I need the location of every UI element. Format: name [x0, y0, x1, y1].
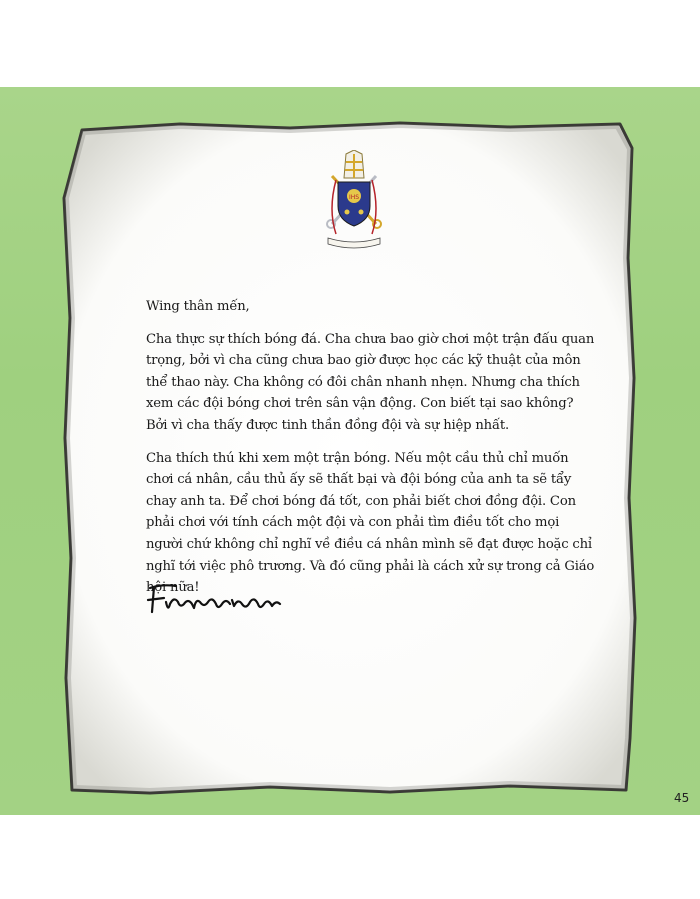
signature: [142, 578, 292, 628]
letter-greeting: Wing thân mến,: [146, 299, 250, 314]
letter-paragraph-1: Cha thực sự thích bóng đá. Cha chưa bao giờ chơi một trận đấu quan trọng, bởi vì cha cũng chưa bao giờ được học các kỹ thuật của môn thể thao này. Cha không có đôi chân nhanh nhẹn. Nhưng cha thích xem các đội bóng chơi trên sân vận động. Con biết tại sao không? Bởi vì cha thấy được tinh thần đồng đội và sự hiệp nhất.: [146, 331, 595, 433]
papal-coat-of-arms: [322, 150, 386, 252]
page-number: 45: [674, 791, 690, 805]
svg-text:IHS: IHS: [348, 194, 360, 201]
letter-paragraph-2: Cha thích thú khi xem một trận bóng. Nếu một cầu thủ chỉ muốn chơi cá nhân, cầu thủ ấy sẽ thất bại và đội bóng của anh ta sẽ tẩy chay anh ta. Để chơi bóng đá tốt, con phải biết chơi đồng đội. Con phải chơi với tính cách một đội và con phải tìm điều tốt cho mọi người chứ không chỉ nghĩ về điều cá nhân mình sẽ đạt được hoặc chỉ nghĩ tới việc phô trương. Và đó cũng phải là cách xử sự trong cả Giáo hội nữa!: [146, 450, 595, 596]
letter-body: [146, 296, 596, 610]
